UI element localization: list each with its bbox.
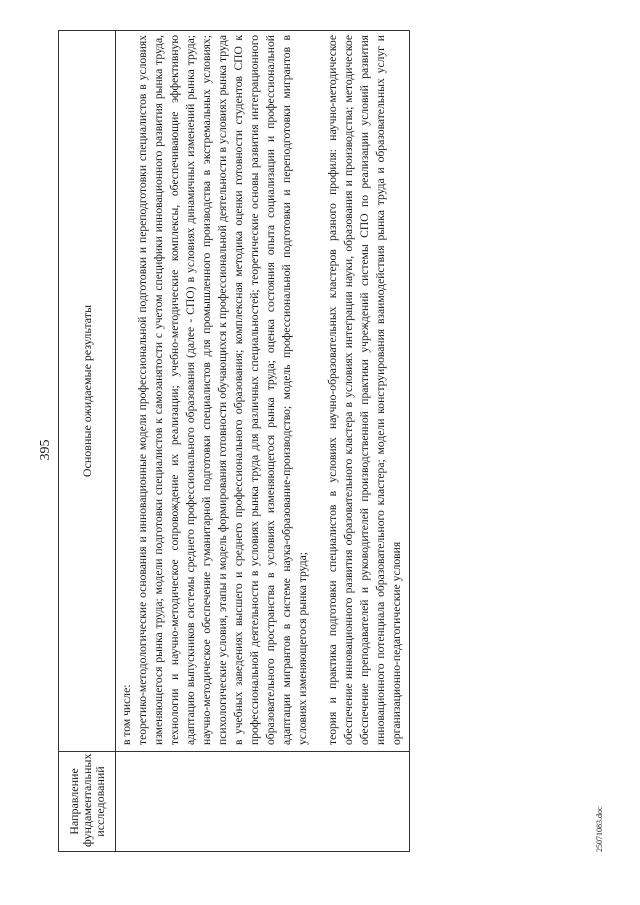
results-paragraph-1: теоретико-методологические основания и инновационные модели профессиональной подготовки и переподготовки специалистов в условиях изменяющегося рынка труда; модели подготовки специалистов к самозанятости с учетом специфики инновационного развития рынка труда, технологии и научно-методическое сопровождение их реализации; учебно-методические комплексы, обеспечивающие эффективную адаптацию выпускников системы среднего профессионального образования (далее - СПО) в условиях динамичных изменений рынка труда; научно-методическое обеспечение гуманитарной подготовки специалистов для промышленного производства в экстремальных условиях; психологические условия, этапы и модель формирования готовности обучающихся к профессиональной деятельности в условиях рынка труда в учебных заведениях высшего и среднего профессионального образования; комплексная методика оценки готовности студентов СПО к профессиональной деятельности в условиях рынка труда для различных специальностей; теоретические основы развития интеграционного образовательного пространства в условиях изменяющегося рынка труда; оценка состояния опыта социализации и профессиональной адаптации мигрантов в системе наука-образование-производство; модель профессиональной подготовки и переподготовки мигрантов в условиях изменяющегося рынка труда; [136,35,309,745]
footer-filename: 25071083.doc [595,806,604,852]
table-header-row [59,31,116,852]
results-cell [116,31,410,752]
header-direction: Направление фундаментальных исследований [59,752,116,852]
page-number: 395 [38,439,53,461]
direction-cell [116,752,410,852]
header-results: Основные ожидаемые результаты [59,31,116,752]
results-paragraph-2: теория и практика подготовки специалистов в условиях научно-образовательных кластеров разного профиля: научно-методическое обеспечение инновационного развития образовательного кластера в условиях интеграции науки, образования и производства; методическое обеспечение преподавателей и руководителей производственной практики учреждений системы СПО по реализации условий развития инновационного потенциала образовательного кластера; модели конструирования взаимодействия рынка труда и образовательных услуг и организационно-педагогические условия [326,35,403,745]
research-table [58,30,410,852]
rotated-page [30,20,610,880]
table-row [116,31,410,852]
results-intro: в том числе: [120,684,133,745]
